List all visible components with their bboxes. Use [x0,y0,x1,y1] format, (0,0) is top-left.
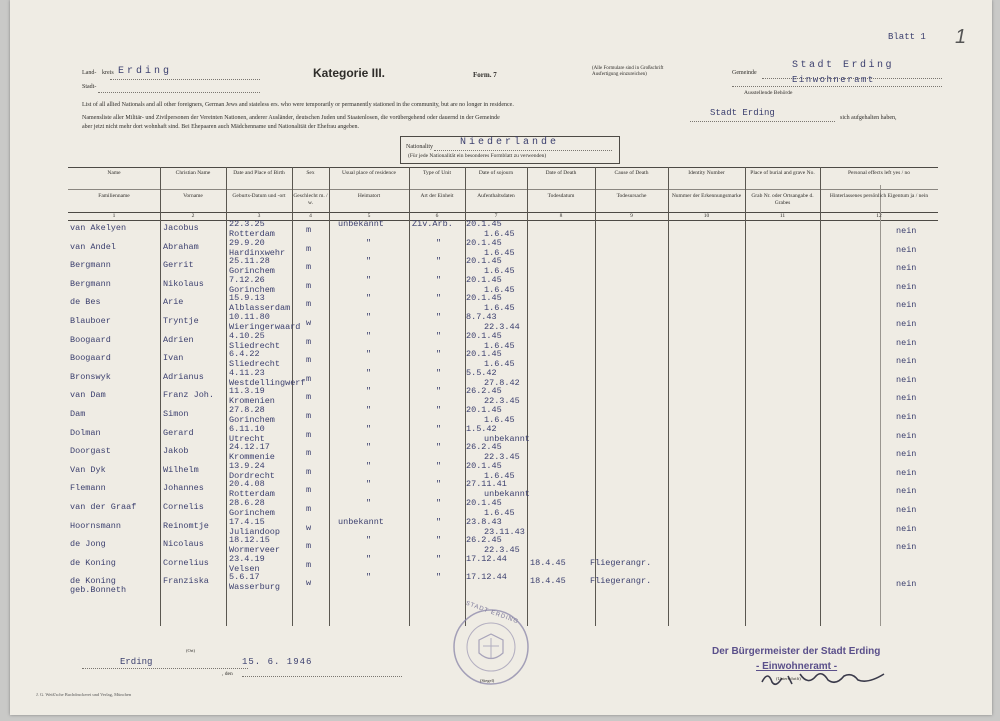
cell-unit: " [436,293,442,304]
cell-sojourn-to: 1.6.45 [484,284,515,295]
cell-effects: nein [896,467,917,478]
cell-birth-date: 7.12.26 [229,274,265,285]
cell-name: van der Graaf [70,502,137,512]
cell-name: de Koning [70,557,116,568]
handwritten-page-number: 1 [955,26,967,48]
cell-sojourn-to: 1.6.45 [484,359,515,370]
column-header-en: Date and Place of Birth [233,170,285,176]
column-header-en: Personal effects left yes / no [847,170,911,176]
cell-birth-date: 23.4.19 [229,553,265,564]
form-number: Form. 7 [473,71,497,79]
cell-effects: nein [896,393,917,404]
table-row [10,349,992,370]
cell-sojourn-from: 20.1.45 [466,256,502,267]
cell-effects: nein [896,263,917,274]
cell-unit: " [436,479,442,490]
cell-birth-date: 28.6.28 [229,498,265,508]
cell-birth-place: Alblasserdam [229,303,291,314]
column-header-de: Geschlecht m. / w. [293,193,328,206]
footer-place: Erding [120,657,153,667]
column-header-en: Identity Number [688,170,725,176]
stadt-label: Stadt- [82,84,97,90]
cell-unit: " [436,516,442,527]
cell-sex: m [306,355,312,366]
column-number: 5 [367,213,371,219]
cell-death-date: 18.4.45 [530,557,566,568]
cell-birth-place: Sliedrecht [229,359,281,370]
gemeinde-value: Stadt Erding [792,60,895,71]
cell-birth-place: Hardinxwehr [229,247,286,258]
behoerde-label: Ausstellende Behörde [744,90,793,96]
cell-sex: m [306,466,312,477]
cell-name: Van Dyk [70,464,106,475]
footer-den-label: , den [222,671,233,677]
form-note: (Alle Formulare sind in Großschrift Ausfertigung einzureichen) [592,66,664,77]
cell-vorname: Franz Joh. [163,390,215,401]
column-number: 3 [257,213,261,219]
cell-vorname: Wilhelm [163,464,199,475]
cell-residence: unbekannt [338,219,384,229]
cell-birth-date: 4.11.23 [229,367,265,378]
cell-residence: " [366,553,372,564]
cell-name: Dolman [70,427,101,438]
cell-birth-place: Gorinchem [229,508,275,518]
cell-name: de Koning [70,576,116,587]
column-number: 7 [494,213,498,219]
cell-sojourn-from: 20.1.45 [466,405,502,415]
cell-sojourn-to: 1.6.45 [484,229,515,239]
column-number: 10 [703,213,710,219]
cell-sojourn-to: unbekannt [484,433,530,444]
cell-birth-place: Gorinchem [229,415,275,425]
table-row [10,572,992,596]
column-number: 1 [112,213,116,219]
column-header-en: Cause of Death [614,170,649,176]
cell-birth-date: 29.9.20 [229,237,265,248]
column-header-en: Place of burial and grave No. [750,170,815,176]
cell-birth-place: Gorinchem [229,266,275,277]
cell-residence: " [366,498,372,508]
cell-unit: " [436,312,442,322]
cell-vorname: Jakob [163,446,189,457]
cell-birth-date: 4.10.25 [229,330,265,341]
cell-sojourn-from: 26.2.45 [466,442,502,453]
cell-name-maiden: geb.Bonneth [70,585,127,596]
table-row [10,293,992,314]
cell-death-date: 18.4.45 [530,576,566,587]
cell-sojourn-from: 26.2.45 [466,386,502,397]
cell-name: Bronswyk [70,371,111,382]
cell-unit: " [436,442,442,453]
cell-effects: nein [896,412,917,422]
cell-name: Hoornsmann [70,520,122,531]
cell-birth-date: 13.9.24 [229,460,265,471]
cell-sojourn-from: 20.1.45 [466,349,502,360]
cell-birth-place: Utrecht [229,433,265,444]
cell-sojourn-to: 22.3.44 [484,322,520,332]
cell-vorname: Gerard [163,427,194,438]
cell-residence: " [366,535,372,546]
cell-name: van Dam [70,390,106,401]
cell-sojourn-to: 1.6.45 [484,470,515,481]
cell-residence: " [366,330,372,341]
cell-sex: m [306,225,312,235]
cell-birth-place: Rotterdam [229,489,275,500]
column-number: 4 [309,213,312,219]
cell-sojourn-from: 1.5.42 [466,423,497,434]
cell-sojourn-from: 8.7.43 [466,312,497,322]
cell-birth-date: 5.6.17 [229,572,260,583]
cell-name: Boogaard [70,353,111,364]
printer-imprint: J. G. Weiß'sche Buchdruckerei und Verlag, München [36,692,132,697]
column-header-en: Date of Death [545,170,577,176]
cell-birth-date: 24.12.17 [229,442,270,453]
cell-unit: " [436,553,442,564]
cell-unit: " [436,423,442,434]
land-label: Land- [82,70,97,76]
cell-vorname: Ivan [163,353,184,364]
cell-sojourn-from: 20.1.45 [466,219,502,229]
cell-birth-date: 15.9.13 [229,293,265,304]
cell-residence: " [366,405,372,415]
cell-vorname: Nicolaus [163,539,204,550]
seal-text: STADT ERDING [464,600,520,626]
cell-vorname: Jacobus [163,223,199,233]
cell-unit: " [436,405,442,415]
cell-vorname: Abraham [163,241,199,252]
sheet-number: Blatt 1 [888,32,926,42]
column-header-en: Usual place of residence [342,170,396,176]
cell-sojourn-from: 17.12.44 [466,553,507,564]
cell-sojourn-to: unbekannt [484,489,530,500]
column-header-en: Type of Unit [422,170,452,176]
column-header-de: Grab Nr. oder Ortsangabe d. Grabes [751,193,814,206]
cell-residence: " [366,572,372,583]
cell-vorname: Tryntje [163,316,199,326]
cell-vorname: Franziska [163,576,209,587]
cell-vorname: Reinomtje [163,520,209,531]
signature-stamp-line2: - Einwohneramt - [756,661,838,672]
cell-sojourn-to: 22.3.45 [484,452,520,463]
cell-sex: m [306,373,312,384]
cell-birth-place: Velsen [229,563,260,574]
cell-residence: unbekannt [338,516,384,527]
cell-name: Dam [70,409,86,419]
cell-birth-date: 25.11.28 [229,256,270,267]
column-number: 9 [630,213,633,219]
cell-sojourn-from: 20.1.45 [466,237,502,248]
cell-sex: m [306,392,312,403]
cell-effects: nein [896,542,917,553]
cell-sojourn-to: 1.6.45 [484,340,515,351]
cell-sojourn-to: 27.8.42 [484,377,520,388]
cell-residence: " [366,460,372,471]
cell-sojourn-from: 23.8.43 [466,516,502,527]
cell-residence: " [366,349,372,360]
column-header-de: Todesdatum [547,193,575,199]
cell-sojourn-to: 1.6.45 [484,415,515,425]
cell-unit: " [436,237,442,248]
cell-birth-place: Kromenien [229,396,275,407]
column-number: 11 [779,213,786,219]
paper-sheet [10,0,992,715]
nationality-note: (Für jede Nationalität ein besonderes Formblatt zu verwenden) [408,153,547,159]
cell-vorname: Arie [163,297,184,308]
column-header-de: Art der Einheit [420,193,454,199]
cell-unit: " [436,498,442,508]
cell-birth-place: Sliedrecht [229,340,281,351]
cell-vorname: Nikolaus [163,278,204,289]
intro-english: List of all allied Nationals and all other foreigners, German Jews and stateless ers. who were temporarily or permanently stationed in the community, but are no longer in residence. [82,102,514,108]
cell-unit: " [436,572,442,583]
cell-sex: m [306,485,312,496]
column-header-de: Geburts-Datum und -ort [232,193,286,199]
cell-sojourn-from: 27.11.41 [466,479,507,490]
cell-unit: " [436,256,442,267]
cell-birth-place: Wormerveer [229,545,281,556]
cell-effects: nein [896,281,917,292]
column-header-de: Vorname [183,193,203,199]
cell-vorname: Adrianus [163,371,204,382]
cell-name: Doorgast [70,446,111,457]
cell-birth-place: Wieringerwaard [229,322,301,332]
cell-effects: nein [896,579,917,590]
cell-sojourn-to: 22.3.45 [484,396,520,407]
cell-birth-date: 6.4.22 [229,349,260,360]
cell-vorname: Johannes [163,483,204,494]
cell-sex: m [306,280,312,291]
column-header-de: Hinterlassenes persönlich Eigentum ja / nein [829,193,929,199]
table-row [10,405,992,426]
cell-name: Flemann [70,483,106,494]
cell-name: Bergmann [70,278,111,289]
cell-residence: " [366,386,372,397]
cell-residence: " [366,423,372,434]
intro-gemeinde: Stadt Erding [710,108,775,118]
cell-sex: m [306,262,312,273]
cell-sojourn-to: 1.6.45 [484,303,515,314]
cell-birth-date: 20.4.08 [229,479,265,490]
cell-sex: m [306,429,312,440]
gemeinde-label: Gemeinde [732,70,757,76]
cell-sex: m [306,559,312,570]
column-header-de: Aufenthaltsdaten [477,193,515,199]
cell-residence: " [366,479,372,490]
cell-birth-date: 11.3.19 [229,386,265,397]
cell-unit: " [436,274,442,285]
cell-effects: nein [896,356,917,367]
cell-sojourn-to: 22.3.45 [484,545,520,556]
column-header-en: Christian Name [175,170,211,176]
cell-vorname: Adrien [163,334,194,345]
cell-unit: " [436,349,442,360]
form-category: Kategorie III. [313,66,386,80]
cell-sojourn-to: 1.6.45 [484,247,515,258]
cell-birth-date: 22.3.25 [229,219,265,229]
cell-birth-place: Gorinchem [229,284,275,295]
cell-birth-date: 27.8.28 [229,405,265,415]
behoerde-value: Einwohneramt [792,75,875,85]
cell-sex: w [306,578,312,589]
cell-sex: m [306,243,312,254]
intro-german-end: sich aufgehalten haben, [840,115,897,121]
cell-vorname: Cornelius [163,557,209,568]
column-number: 12 [876,213,882,219]
cell-unit: " [436,330,442,341]
cell-sojourn-from: 26.2.45 [466,535,502,546]
cell-sojourn-from: 5.5.42 [466,367,497,378]
cell-vorname: Cornelis [163,502,204,512]
cell-effects: nein [896,226,917,236]
cell-unit: Ziv.Arb. [412,219,453,229]
cell-sex: m [306,299,312,310]
cell-sojourn-to: 1.6.45 [484,266,515,277]
cell-birth-date: 6.11.10 [229,423,265,434]
cell-sojourn-from: 20.1.45 [466,293,502,304]
kreis-label: kreis [102,70,114,76]
column-number: 6 [435,213,439,219]
cell-sex: m [306,504,312,514]
nationality-label: Nationality [406,144,433,150]
footer-place-label: (Ort) [186,648,195,653]
cell-residence: " [366,312,372,322]
intro-german: Namensliste aller Militär- und Zivilpersonen der Vereinten Nationen, anderer Ausländer, deutschen Juden und Staatenlosen, die vorübergehend oder dauernd in der Gemeinde [82,115,500,121]
cell-vorname: Gerrit [163,260,194,271]
cell-sex: w [306,318,312,328]
cell-name: van Akelyen [70,223,127,233]
kreis-value: Erding [118,66,173,77]
cell-effects: nein [896,337,917,348]
cell-death-cause: Fliegerangr. [590,557,652,568]
cell-birth-place: Dordrecht [229,470,275,481]
cell-residence: " [366,293,372,304]
cell-sojourn-from: 20.1.45 [466,330,502,341]
column-header-de: Familienname [98,193,130,199]
official-seal [450,600,532,688]
cell-residence: " [366,367,372,378]
cell-name: Bergmann [70,260,111,271]
cell-effects: nein [896,244,917,255]
cell-residence: " [366,256,372,267]
column-header-en: Name [107,170,121,176]
cell-vorname: Simon [163,409,189,419]
cell-unit: " [436,386,442,397]
cell-name: de Bes [70,297,101,308]
cell-sex: m [306,448,312,459]
cell-death-cause: Fliegerangr. [590,576,652,587]
cell-effects: nein [896,300,917,311]
nationality-value: Niederlande [460,137,560,148]
cell-sex: w [306,522,312,533]
column-header-en: Sex [306,170,315,176]
cell-birth-place: Juliandoop [229,526,281,537]
cell-sex: m [306,541,312,552]
cell-unit: " [436,535,442,546]
cell-sojourn-from: 20.1.45 [466,498,502,508]
footer-date: 15. 6. 1946 [242,657,313,667]
cell-effects: nein [896,319,917,329]
cell-residence: " [366,274,372,285]
cell-sojourn-to: 23.11.43 [484,526,525,537]
cell-residence: " [366,237,372,248]
cell-effects: nein [896,523,917,534]
signature-label: (Unterschrift) [776,676,801,681]
column-header-en: Date of sojourn [478,170,514,176]
cell-name: van Andel [70,241,116,252]
cell-effects: nein [896,430,917,441]
column-number: 2 [191,213,195,219]
cell-unit: " [436,367,442,378]
cell-effects: nein [896,486,917,497]
cell-sex: m [306,336,312,347]
cell-sex: m [306,411,312,421]
cell-sojourn-from: 20.1.45 [466,460,502,471]
cell-birth-date: 17.4.15 [229,516,265,527]
cell-sojourn-to: 1.6.45 [484,508,515,518]
cell-effects: nein [896,505,917,515]
column-header-de: Nummer der Erkennungsmarke [671,193,742,199]
cell-residence: " [366,442,372,453]
cell-unit: " [436,460,442,471]
cell-birth-place: Westdellingwerf [229,377,306,388]
cell-effects: nein [896,449,917,460]
cell-name: de Jong [70,539,106,550]
cell-birth-place: Rotterdam [229,229,275,239]
signature-stamp-line1: Der Bürgermeister der Stadt Erding [712,646,881,657]
cell-birth-date: 18.12.15 [229,535,270,546]
seal-label: (Siegel) [480,678,495,683]
column-header-de: Todesursache [616,193,647,199]
cell-sojourn-from: 17.12.44 [466,572,507,583]
cell-name: Blauboer [70,316,111,326]
cell-birth-date: 10.11.80 [229,312,270,322]
cell-birth-place: Wasserburg [229,582,281,593]
cell-effects: nein [896,374,917,385]
cell-name: Boogaard [70,334,111,345]
cell-birth-place: Krommenie [229,452,275,463]
intro-german-line3: aber jetzt nicht mehr dort wohnhaft sind. Bei Ehepaaren auch Mädchenname und Nationalität der Ehefrau angeben. [82,124,360,130]
column-number: 8 [559,213,563,219]
column-header-de: Heimatort [357,193,381,199]
cell-sojourn-from: 20.1.45 [466,274,502,285]
